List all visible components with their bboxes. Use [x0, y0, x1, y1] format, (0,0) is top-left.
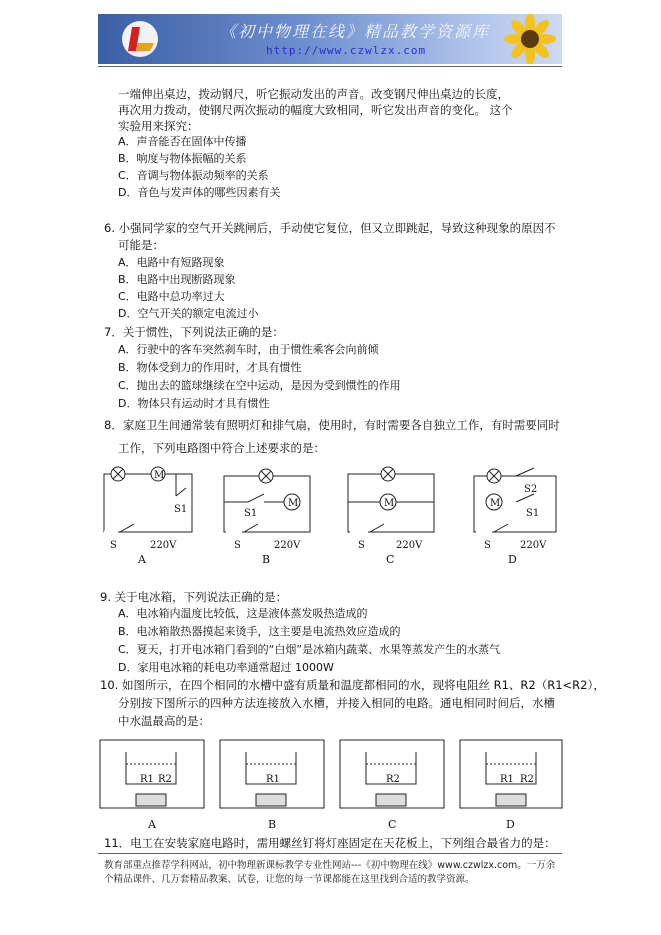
q8-s1-label: S1 — [526, 508, 540, 519]
footer-divider — [98, 853, 562, 854]
q7-stem-line: 7．关于惯性，下列说法正确的是： — [104, 325, 284, 339]
q8-s2-label: S2 — [524, 484, 538, 495]
q6-stem-line: 可能是： — [118, 238, 164, 252]
q7-option-a: A．行驶中的客车突然刹车时，由于惯性乘客会向前倾 — [118, 343, 379, 356]
q10-panel-label-c: C — [388, 818, 397, 831]
q5-option-a: A．声音能否在固体中传播 — [118, 135, 247, 148]
header-banner — [98, 14, 562, 64]
q6-stem-line: 6. 小强同学家的空气开关跳闸后，手动使它复位，但又立即跳起，导致这种现象的原因不 — [104, 221, 556, 235]
q10-r1-label: R1 — [140, 774, 154, 785]
q6-option-d: D．空气开关的额定电流过小 — [118, 307, 259, 320]
q10-r2-label: R2 — [386, 774, 400, 785]
q10-r2-label: R2 — [158, 774, 172, 785]
q8-s-label: S — [110, 540, 117, 551]
q6-option-a: A．电路中有短路现象 — [118, 256, 225, 269]
q10-water-tank-figure — [96, 734, 566, 832]
footer-line: 教育部重点推荐学科网站，初中物理新课标教学专业性网站---《初中物理在线》www.czwlzx.com。一万余 — [104, 860, 556, 871]
q6-option-c: C．电路中总功率过大 — [118, 290, 225, 303]
q8-voltage-label: 220V — [274, 540, 301, 551]
q10-r1-label: R1 — [266, 774, 280, 785]
q8-motor-label: M — [490, 498, 501, 509]
q10-r1-label: R1 — [500, 774, 514, 785]
q5-stem-line: 实验用来探究： — [118, 119, 199, 133]
q8-s-label: S — [358, 540, 365, 551]
q10-stem-line: 分别按下图所示的四种方法连接放入水槽，并接入相同的电路。通电相同时间后，水槽 — [118, 696, 555, 710]
q10-panel-label-a: A — [148, 818, 156, 831]
q9-option-d: D．家用电冰箱的耗电功率通常超过 1000W — [118, 661, 334, 674]
q5-option-c: C．音调与物体振动频率的关系 — [118, 169, 269, 182]
q5-option-b: B．响度与物体振幅的关系 — [118, 152, 247, 165]
q8-stem-line: 8．家庭卫生间通常装有照明灯和排气扇，使用时，有时需要各自独立工作，有时需要同时 — [104, 418, 560, 432]
header-url[interactable]: http://www.czwlzx.com — [266, 44, 427, 57]
q9-option-b: B．电冰箱散热器摸起来烫手，这主要是电流热效应造成的 — [118, 625, 401, 638]
q8-motor-label: M — [384, 498, 395, 509]
q8-s-label: S — [484, 540, 491, 551]
q10-panel-label-d: D — [506, 818, 515, 831]
q7-option-d: D．物体只有运动时才具有惯性 — [118, 397, 270, 410]
q7-option-b: B．物体受到力的作用时，才具有惯性 — [118, 361, 302, 374]
q5-option-d: D．音色与发声体的哪些因素有关 — [118, 186, 281, 199]
q8-motor-label: M — [288, 498, 299, 509]
q9-option-c: C．夏天，打开电冰箱门看到的“白烟”是冰箱内蔬菜、水果等蒸发产生的水蒸气 — [118, 643, 501, 656]
q11-stem-line: 11．电工在安装家庭电路时，需用螺丝钉将灯座固定在天花板上，下列组合最省力的是： — [104, 836, 556, 850]
q8-voltage-label: 220V — [150, 540, 177, 551]
q6-option-b: B．电路中出现断路现象 — [118, 273, 236, 286]
q5-stem-line: 一端伸出桌边，拨动钢尺，听它振动发出的声音。改变钢尺伸出桌边的长度， — [118, 87, 509, 101]
q9-option-a: A．电冰箱内温度比较低，这是液体蒸发吸热造成的 — [118, 607, 368, 620]
q8-voltage-label: 220V — [396, 540, 423, 551]
q8-voltage-label: 220V — [520, 540, 547, 551]
q8-stem-line: 工作，下列电路图中符合上述要求的是： — [118, 441, 325, 455]
q8-panel-label-c: C — [386, 553, 395, 566]
q10-stem-line: 10. 如图所示，在四个相同的水槽中盛有质量和温度都相同的水，现将电阻丝 R1、R2（R1<R2）， — [100, 678, 605, 692]
q5-stem-line: 再次用力拨动，使钢尺两次振动的幅度大致相同，听它发出声音的变化。 这个 — [118, 103, 513, 117]
q8-circuit-figure — [96, 462, 566, 568]
q7-option-c: C．抛出去的篮球继续在空中运动，是因为受到惯性的作用 — [118, 379, 401, 392]
q8-motor-label: M — [154, 470, 165, 481]
q10-stem-line: 中水温最高的是： — [118, 714, 210, 728]
q9-stem-line: 9. 关于电冰箱，下列说法正确的是： — [100, 590, 288, 604]
footer-line: 个精品课件、几万套精品教案、试卷，让您的每一节课都能在这里找到合适的教学资源。 — [104, 874, 475, 885]
logo-icon — [118, 17, 162, 61]
q8-s-label: S — [234, 540, 241, 551]
header-divider — [98, 66, 562, 67]
q8-s1-label: S1 — [174, 504, 188, 515]
sunflower-icon — [488, 14, 558, 64]
q10-r2-label: R2 — [520, 774, 534, 785]
q8-s1-label: S1 — [244, 508, 258, 519]
q8-panel-label-b: B — [262, 553, 271, 566]
q10-panel-label-b: B — [268, 818, 277, 831]
q8-panel-label-d: D — [508, 553, 517, 566]
header-title: 《初中物理在线》精品教学资源库 — [220, 22, 491, 41]
q8-panel-label-a: A — [138, 553, 146, 566]
